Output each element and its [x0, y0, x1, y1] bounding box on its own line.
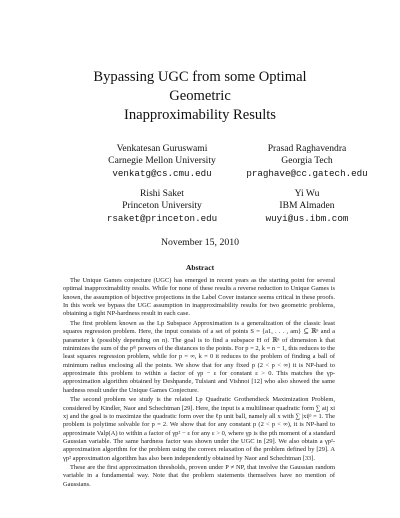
author-affiliation: Princeton University: [122, 200, 202, 212]
author-name: Venkatesan Guruswami: [116, 143, 208, 154]
author-affiliation: Georgia Tech: [281, 155, 333, 167]
paper-date: November 15, 2010: [160, 237, 240, 248]
author-1: [82, 143, 242, 180]
abstract-heading: Abstract: [185, 263, 215, 272]
abstract-paragraph-3: The second problem we study is the related Lp Quadratic Grothendieck Maximization Problem, considered by Kindler, Naor and Schechtman [29]. Here, the input is a multilinear quadratic form ∑ aij xi xj and the goal is to maximize the quadratic form over the ℓp unit ball, namely all x with ∑ |xi|ᵖ = 1. The problem is polytime solvable for p = 2. We show that for any constant p (2 < p < ∞), it is NP-hard to approximate Valp(A) to within a factor of γp² − ε for any ε > 0, where γp is the pth moment of a standard Gaussian variable. The same hardness factor was shown under the UGC in [29]. We also obtain a γp²-approximation algorithm for the problem using the convex relaxation of the problem defined by [29]. A γp² approximation algorithm has also been independently obtained by Naor and Schechtman [33].: [63, 396, 335, 462]
author-affiliation: IBM Almaden: [279, 200, 335, 212]
author-email: rsaket@princeton.edu: [106, 212, 218, 224]
abstract-paragraph-1: The Unique Games conjecture (UGC) has emerged in recent years as the starting point for several optimal inapproximability results. While for none of these results a reverse reduction to Unique Games is known, the assumption of bijective projections in the Label Cover instance seems critical in these proofs. In this work we bypass the UGC assumption in inapproximability results for two geometric problems, obtaining a tight NP-hardness result in each case.: [63, 277, 335, 318]
author-name: Rishi Saket: [140, 188, 184, 199]
paper-title: [62, 0, 338, 125]
author-name: Prasad Raghavendra: [267, 143, 347, 154]
author-name: Yi Wu: [294, 188, 320, 199]
author-4: [227, 188, 387, 225]
author-3: [82, 188, 242, 225]
author-block: [62, 143, 368, 273]
abstract-paragraph-4: These are the first approximation thresholds, proven under P ≠ NP, that involve the Gaussian random variable in a fundamental way. Note that the problem statements themselves have no mention of Gaussians.: [63, 464, 335, 488]
author-2: [227, 143, 387, 180]
title-line-2: Inapproximability Results: [123, 107, 276, 123]
author-email: venkatg@cs.cmu.edu: [112, 167, 212, 179]
author-affiliation: Carnegie Mellon University: [108, 155, 216, 167]
abstract-paragraph-2: The first problem known as the Lp Subspace Approximation is a generalization of the classic least squares regression problem. Here, the input consists of a set of points S = {a1, . . . , am} ⊆ ℝⁿ and a parameter k (possibly depending on n). The goal is to find a subspace H of ℝⁿ of dimension k that minimizes the sum of the pᵗʰ powers of the distances to the points. For p = 2, k = n − 1, this reduces to the least squares regression problem, while for p = ∞, k = 0 it reduces to the problem of finding a ball of minimum radius enclosing all the points. We show that for any fixed p (2 < p < ∞) it is NP-hard to approximate this problem to within a factor of γp − ε for constant ε > 0. This matches the γp-approximation algorithm obtained by Deshpande, Tulsiani and Vishnoi [12] who also showed the same hardness result under the Unique Games Conjecture.: [63, 319, 336, 394]
title-line-1: Bypassing UGC from some Optimal Geometric: [93, 69, 307, 104]
abstract-body: [63, 277, 335, 490]
author-email: praghave@cc.gatech.edu: [246, 167, 368, 179]
author-email: wuyi@us.ibm.com: [265, 212, 349, 224]
